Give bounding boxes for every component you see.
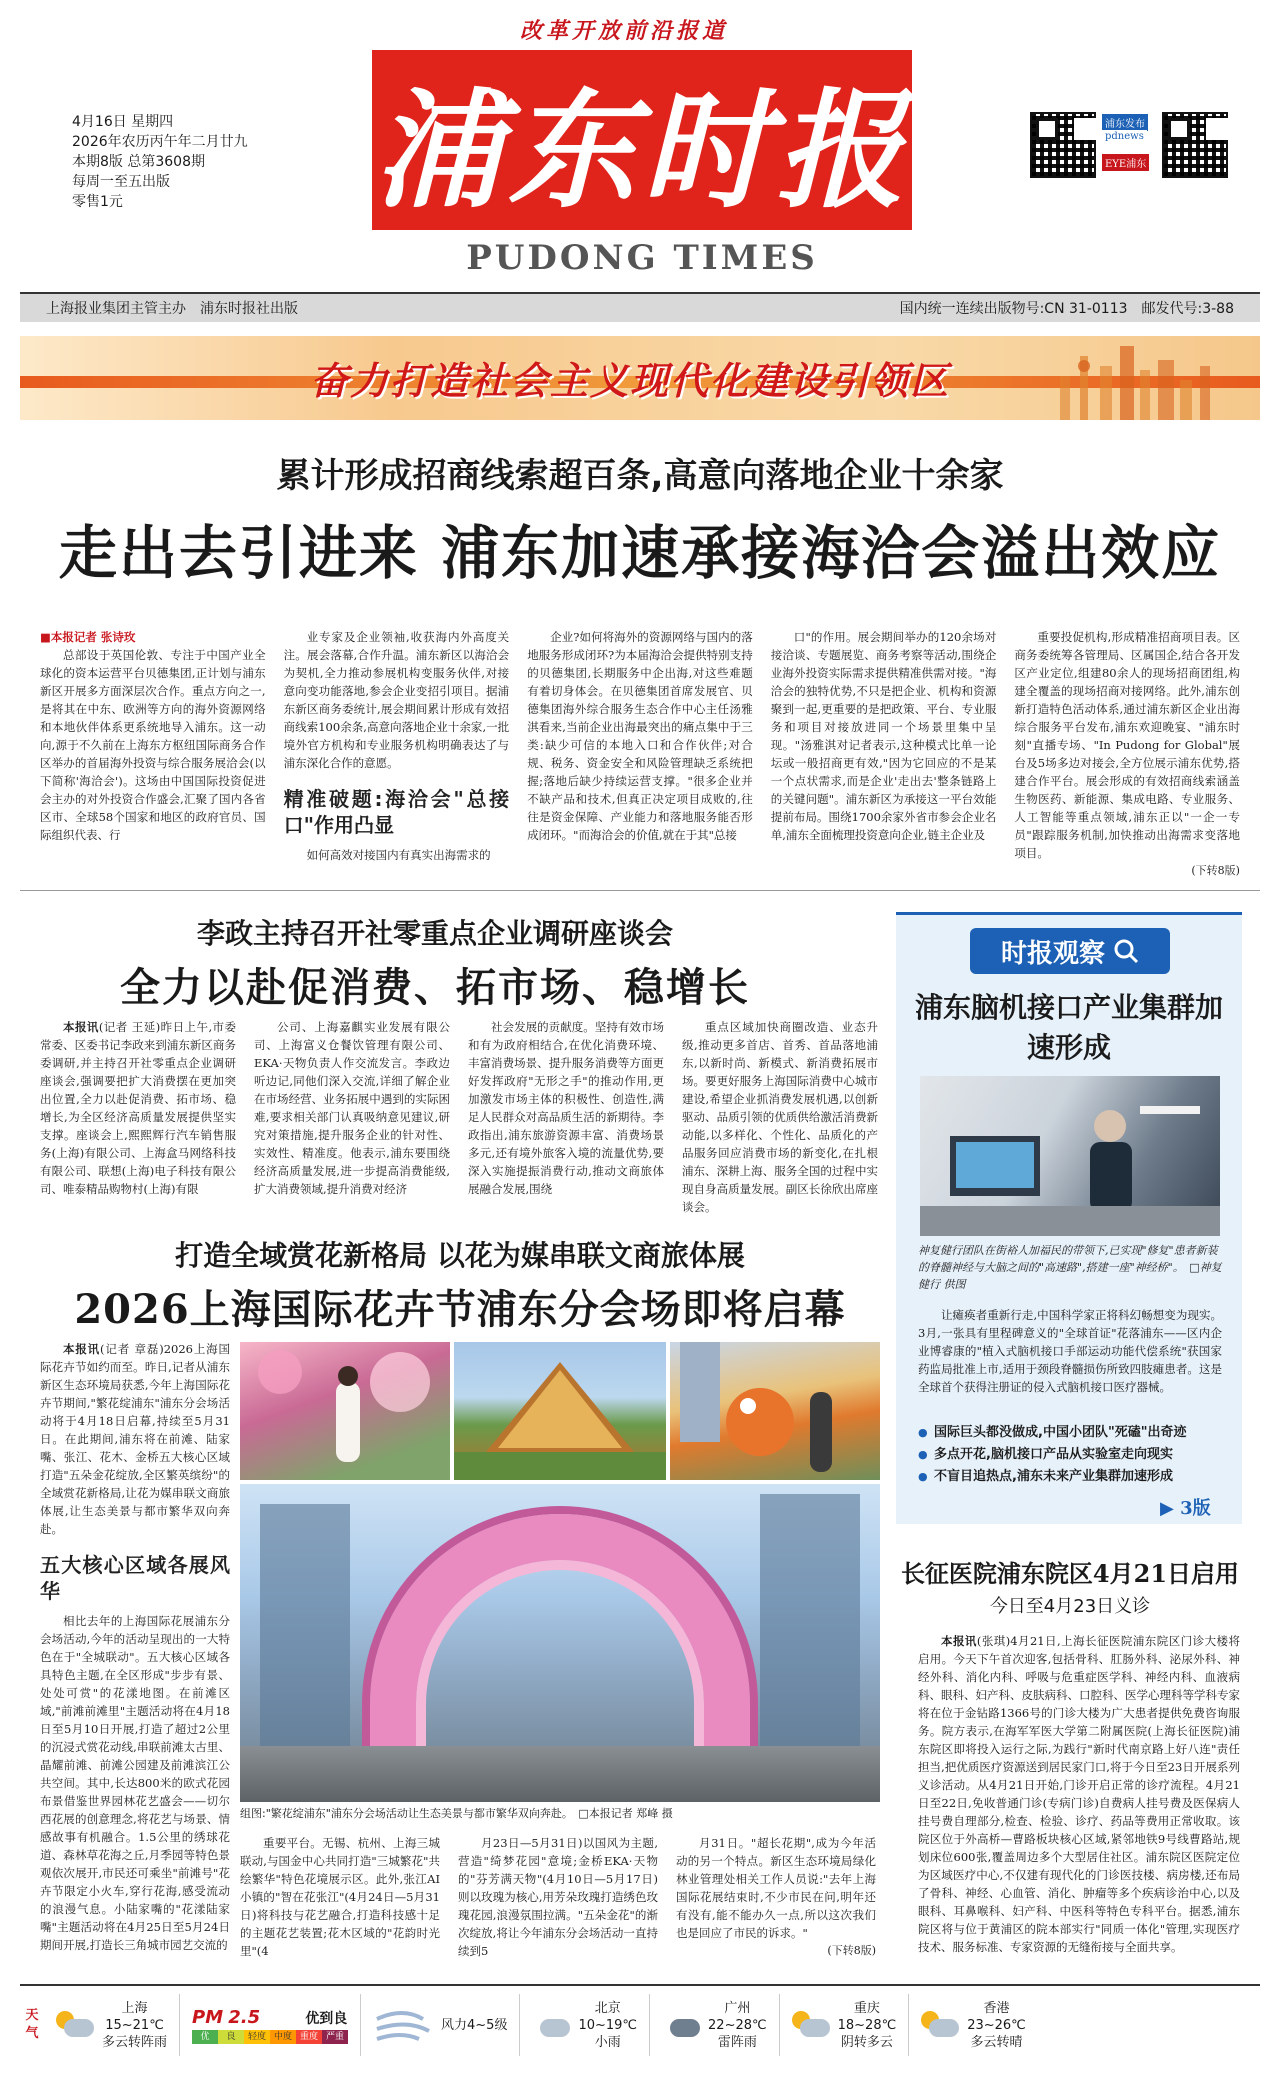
weather-pm25: [180, 1994, 361, 2056]
story2-paragraph: 重点区域加快商圈改造、业态升级,推动更多首店、首秀、首品落地浦东,以新时尚、新模式、新消费拓展市场。要更好服务上海国际消费中心城市建设,希望企业抓消费发展机遇,以创新驱动、品质引领的优质供给激活消费新动能,以多样化、个性化、品质化的产品服务回应消费市场的新变化,在扎根浦东、深耕上海、服务全国的过程中实现自身高质量发展。副区长徐欣出席座谈会。: [682, 1020, 878, 1214]
issue-number: 本期8版 总第3608期: [72, 154, 205, 170]
pm-quality: 优到良: [305, 2010, 348, 2027]
feature-bullet[interactable]: ● 不盲目追热点,浦东未来产业集群加速形成: [918, 1466, 1228, 1488]
rain-icon: [532, 2011, 570, 2039]
pm-scale-item: 良: [218, 2030, 244, 2044]
flower-photo-2[interactable]: [454, 1342, 666, 1480]
lead-headline[interactable]: 走出去引进来 浦东加速承接海洽会溢出效应: [58, 519, 1222, 587]
feature-paragraph: 让瘫痪者重新行走,中国科学家正将科幻畅想变为现实。3月,一张具有里程碑意义的"全球首证"花落浦东——区内企业博睿康的"植入式脑机接口手部运动功能代偿系统"获国家药监局批准上市,适用于颈段脊髓损伤所致四肢瘫患者。这是全球首个获得注册证的侵入式脑机接口医疗器械。: [918, 1308, 1222, 1394]
story3-headline[interactable]: 2026上海国际花卉节浦东分会场即将启幕: [74, 1286, 846, 1333]
section-divider: [20, 890, 1260, 891]
story3-col-left: [40, 1340, 230, 1954]
weather-strip: [20, 1984, 1260, 2064]
weather-shanghai: [44, 1994, 180, 2056]
story2-subtitle: 李政主持召开社零重点企业调研座谈会: [196, 917, 673, 950]
publisher-bar: [20, 292, 1260, 322]
feature-photo[interactable]: [920, 1076, 1220, 1236]
hospital-subtitle: 今日至4月23日义诊: [989, 1596, 1151, 1617]
pm-scale-item: 严重: [322, 2030, 348, 2044]
banner-text: 奋力打造社会主义现代化建设引领区: [310, 358, 951, 403]
hospital-headline[interactable]: 长征医院浦东院区4月21日启用: [900, 1559, 1240, 1588]
weather-desc: 多云转晴: [970, 2034, 1023, 2050]
issue-date: 4月16日 星期四: [72, 114, 174, 130]
story2-byline: 本报讯: [63, 1020, 99, 1034]
pm-value: 2.5: [228, 2006, 261, 2028]
weather-city: 广州: [724, 2000, 751, 2016]
flower-photo-grid: [240, 1342, 880, 1802]
lead-paragraph: 企业?如何将海外的资源网络与国内的落地服务形成闭环?为本届海洽会提供特别支持的贝德集团,长期服务中企出海,对这些难题有着切身体会。在贝德集团首席发展官、贝德集团海外综合服务生态合作中心主任汤雅淇看来,当前企业出海最突出的痛点集中于三类:缺少可信的本地入口和合作伙伴;对合规、税务、资金安全和风险管理缺乏系统把握;落地后缺少持续运营支撑。"很多企业并不缺产品和技术,但真正决定项目成败的,往往是资金保障、产业能力和落地服务能否形成闭环。"而海洽会的价值,就在于其"总接: [527, 630, 753, 842]
flower-photo-main[interactable]: [240, 1484, 880, 1802]
story3-right-columns: [240, 1834, 880, 1964]
masthead-logo-en: PUDONG TIMES: [466, 238, 818, 278]
lead-subtitle: 累计形成招商线索超百条,高意向落地企业十余家: [276, 456, 1004, 496]
issue-info: [72, 112, 248, 212]
lead-paragraph: 口"的作用。展会期间举办的120余场对接洽谈、专题展览、商务考察等活动,围绕企业海外投资实际需求提供精准供需对接。"海洽会的独特优势,不只是把企业、机构和资源聚到一起,更重要的是把政策、平台、专业服务和项目对接放进同一个场景里集中呈现。"汤雅淇对记者表示,这种模式比单一论坛或一般招商更有效,"因为它回应的不是某一个点状需求,而是企业'走出去'整条链路上的关键问题"。浦东新区为承接这一平台效能提前布局。围绕1700余家外省市参会企业名单,浦东全面梳理投资意向企业,链主企业及: [770, 630, 997, 842]
lead-paragraph: 如何高效对接国内有真实出海需求的: [306, 848, 491, 862]
wind-level: 风力4~5级: [441, 2017, 508, 2033]
weather-desc: 雷阵雨: [717, 2034, 757, 2050]
masthead-logo: [372, 50, 912, 230]
story3-paragraph: 月23日—5月31日)以国风为主题,营造"绮梦花园"意境;金桥EKA·天物的"芬芳满天物"(4月10日—5月17日)则以玫瑰为核心,用芳朵玫瑰打造绣色玫瑰花园,浪漫氛围拉满。"五朵金花"的渐次绽放,将让今年浦东分会场活动一直持续到5: [458, 1836, 658, 1958]
story3-col-r2: [458, 1834, 658, 1964]
story2-paragraph: 公司、上海嘉麒实业发展有限公司、上海富义仓餐饮管理有限公司、EKA·天物负责人作交流发言。李政边听边记,同他们深入交流,详细了解企业在市场经营、业务拓展中遇到的实际困难,要求相关部门认真吸纳意见建议,研究对策措施,提升服务企业的针对性、实效性、精准度。他表示,浦东要围绕经济高质量发展,进一步提高消费能级,扩大消费领域,提升消费对经济: [254, 1020, 450, 1196]
search-icon: [1113, 938, 1139, 964]
pm-scale-item: 中度: [270, 2030, 296, 2044]
feature-bullet[interactable]: ● 多点开花,脑机接口产品从实验室走向现实: [918, 1444, 1228, 1466]
lead-paragraph: 业专家及企业领袖,收获海内外高度关注。展会落幕,合作升温。浦东新区以海洽会为契机,全力推动参展机构变服务伙伴,对接意向变功能落地,参会企业变招引项目。据浦东新区商务委统计,展会期间累计形成有效招商线索100余条,高意向落地企业十余家,一批境外官方机构和专业服务机构明确表达了与浦东深化合作的意愿。: [283, 630, 510, 770]
qr-tag-pudong-release: 浦东发布: [1102, 114, 1148, 131]
lead-subhead: 精准破题:海洽会"总接口"作用凸显: [283, 787, 510, 837]
weather-city: 香港: [983, 2000, 1010, 2016]
qr-tag-pdnews: pdnews: [1102, 130, 1147, 143]
thunderstorm-icon: [662, 2011, 700, 2039]
pm-scale-item: 重度: [296, 2030, 322, 2044]
lead-paragraph: 重要投促机构,形成精准招商项目表。区商务委统筹各管理局、区属国企,结合各开发区产业定位,组建80余人的现场招商团组,构建全覆盖的现场招商对接网络。此外,浦东创新打造特色活动体系,通过浦东新区企业出海综合服务平台发布,浦东欢迎晚宴、"浦东时刻"直播专场、"In Pudong for Global"展台及5场多边对接会,全方位展示浦东优势,搭建合作平台。展会形成的有效招商线索涵盖生物医药、新能源、集成电路、专业服务、人工智能等重点领域,浦东正以"一企一专员"跟踪服务机制,加快推动出海需求变落地项目。: [1014, 630, 1240, 860]
story3-paragraph: 重要平台。无锡、杭州、上海三城联动,与国金中心共同打造"三城繁花"共绘繁华"特色花境展示区。此外,张江AI小镇的"智在花张江"(4月24日—5月31日)将科技与花艺融合,打造科技感十足的主题花艺装置;花木区域的"花韵时光里"(4: [240, 1836, 440, 1958]
story2-headline[interactable]: 全力以赴促消费、拓市场、稳增长: [120, 964, 750, 1011]
story3-paragraph: (记者 章磊)2026上海国际花卉节如约而至。昨日,记者从浦东新区生态环境局获悉,今年上海国际花卉节期间,"繁花绽浦东"浦东分会场活动将于4月18日启幕,持续至5月31日。在此期间,浦东将在前滩、陆家嘴、张江、花木、金桥五大核心区域打造"五朵金花绽放,全区繁英缤纷"的全域赏花新格局,让花为媒串联文商旅体展,让生态美景与都市繁华双向奔赴。: [40, 1342, 230, 1536]
weather-temp: 18~28℃: [837, 2017, 897, 2033]
building-right: [760, 1494, 860, 1774]
pm-scale: [192, 2030, 348, 2044]
feature-page-label: 3版: [1180, 1498, 1211, 1519]
weather-desc: 多云转阵雨: [102, 2034, 168, 2050]
weather-guangzhou: [650, 1994, 780, 2056]
wind-icon: [373, 2005, 433, 2045]
flower-photo-2-art: [454, 1342, 666, 1480]
feature-headline[interactable]: 浦东脑机接口产业集群加速形成: [914, 991, 1223, 1064]
feature-page-ref[interactable]: ▶ 3版: [1160, 1498, 1211, 1519]
building-left: [260, 1504, 350, 1764]
weather-temp: 10~19℃: [578, 2017, 638, 2033]
hospital-paragraph: (张琪)4月21日,上海长征医院浦东院区门诊大楼将启用。今天下午首次迎客,包括骨科、肛肠外科、泌尿外科、神经外科、消化内科、呼吸与危重症医学科、神经内科、血液病科、眼科、妇产科、皮肤病科、口腔科、医学心理科等学科专家将在位于金钻路1366号的门诊大楼为广大患者提供免费咨询服务。院方表示,在海军军医大学第二附属医院(上海长征医院)浦东院区即将投入运行之际,为践行"新时代南京路上好八连"责任担当,把优质医疗资源送到居民家门口,将于今日至23日开展系列义诊活动。从4月21日开始,门诊开启正常的诊疗流程。4月21日至22日,免收普通门诊(专病门诊)自费病人挂号费及医保病人挂号费自理部分,检查、检验、诊疗、药品等费用正常收取。该院区位于外高桥—曹路板块核心区域,紧邻地铁9号线曹路站,规划床位600张,覆盖周边多个大型居住社区。浦东院区医院定位为区域医疗中心,不仅建有现代化的门诊医技楼、病房楼,还布局了骨科、神经、心血管、消化、肿瘤等多个疾病诊治中心,以及眼科、耳鼻喉科、妇产科、中医科等特色专科平台。据悉,浦东院区将与位于黄浦区的院本部实行"同质一体化"管理,实现医疗技术、服务标准、专家资源的无缝衔接与全面共享。: [918, 1634, 1241, 1954]
weather-temp: 22~28℃: [708, 2017, 767, 2033]
qr-tag-eye-pudong: EYE浦东: [1102, 154, 1149, 171]
story2-col-2: [254, 1018, 450, 1218]
issue-schedule: 每周一至五出版: [72, 174, 170, 190]
slogan-banner: [20, 336, 1260, 420]
qr-code-icon[interactable]: [1030, 112, 1096, 178]
feature-tag-label: 时报观察: [1000, 938, 1105, 969]
publisher-info: 上海报业集团主管主办 浦东时报社出版: [46, 301, 298, 317]
lead-col-5: [1014, 628, 1240, 878]
lead-col-4: [771, 628, 997, 878]
story2-paragraph: (记者 王延)昨日上午,市委常委、区委书记李政来到浦东新区商务委调研,并主持召开社零重点企业调研座谈会,强调要把扩大消费摆在更加突出位置,全力以赴促消费、拓市场、稳增长,为全区经济高质量发展提供坚实支撑。座谈会上,熙熙辉行汽车销售服务(上海)有限公司、上海盒马网络科技有限公司、联想(上海)电子科技有限公司、唯泰精品购物村(上海)有限: [40, 1020, 236, 1196]
feature-photo-caption: 神复健行团队在街裕人加福民的带领下,已实现"修复"患者新装的脊髓神经与大脑之间的"高速路",搭建一座"神经桥"。 □神复健行 供图: [918, 1244, 1222, 1291]
plaza-ground: [240, 1746, 880, 1802]
pm-scale-item: 轻度: [244, 2030, 270, 2044]
flower-photo-1-art: [240, 1342, 450, 1480]
lead-col-2: [284, 628, 510, 878]
lead-continued[interactable]: (下转8版): [1191, 864, 1240, 877]
hospital-byline: 本报讯: [941, 1634, 977, 1648]
feature-photo-art: [920, 1076, 1220, 1236]
story3-continued[interactable]: (下转8版): [827, 1944, 876, 1957]
story3-subhead: 五大核心区域各展风华: [40, 1553, 230, 1603]
story2-paragraph: 社会发展的贡献度。坚持有效市场和有为政府相结合,在优化消费环境、丰富消费场景、提升服务消费等方面更好发挥政府"无形之手"的推动作用,更加激发市场主体的积极性、创造性,满足人民群众对高品质生活的新期待。李政指出,浦东旅游资源丰富、消费场景多元,还有境外旅客入境的流量优势,要深入实施提振消费行动,推动文商旅体展融合发展,围绕: [468, 1020, 664, 1196]
lead-byline: ■本报记者 张诗玫: [40, 630, 136, 644]
story3-subtitle: 打造全域赏花新格局 以花为媒串联文商旅体展: [175, 1239, 745, 1272]
story3-byline: 本报讯: [63, 1342, 101, 1356]
issue-price: 零售1元: [72, 194, 123, 210]
weather-label: 天气: [25, 2008, 39, 2041]
flower-photo-1[interactable]: [240, 1342, 450, 1480]
story2-col-1: [40, 1018, 236, 1218]
weather-temp: 23~26℃: [967, 2017, 1026, 2033]
qr-code-icon[interactable]: [1162, 112, 1228, 178]
story2-col-3: [468, 1018, 664, 1218]
story3-left-column: [40, 1340, 230, 1960]
registration-info: 国内统一连续出版物号:CN 31-0113 邮发代号:3-88: [899, 301, 1234, 317]
flower-photo-3[interactable]: [670, 1342, 880, 1480]
weather-temp: 15~21℃: [105, 2017, 164, 2033]
feature-bullet[interactable]: ● 国际巨头都没做成,中国小团队"死磕"出奇迹: [918, 1422, 1228, 1444]
lead-article: [40, 628, 1240, 878]
story2-col-4: [682, 1018, 878, 1218]
issue-lunar-date: 2026年农历丙午年二月廿九: [72, 134, 248, 150]
story2-article: [40, 1018, 880, 1218]
lead-paragraph: 总部设于英国伦敦、专注于中国产业全球化的资本运营平台贝德集团,正计划与浦东新区开展多方面深层次合作。重点方向之一,是将其在中东、欧洲等方向的海外资源网络和本地伙伴体系更系统地导入浦东。这一动向,源于不久前在上海东方枢纽国际商务合作区举办的首届海外投资与综合服务展洽会(以下简称'海洽会')。这场由中国国际投资促进会主办的对外投资合作盛会,汇聚了国内各省区市、全球58个国家和地区的政府官员、国际组织代表、行: [40, 648, 266, 842]
lead-col-1: [40, 628, 266, 878]
logo-text: 浦东时报: [373, 76, 910, 226]
feature-body: [918, 1306, 1222, 1396]
pm-scale-item: 优: [192, 2030, 218, 2044]
weather-desc: 阴转多云: [840, 2034, 893, 2050]
skyline-icon: [1040, 336, 1240, 420]
lead-col-3: [527, 628, 753, 878]
weather-hongkong: [909, 1994, 1038, 2056]
story3-col-r3: [676, 1834, 876, 1964]
flower-photo-3-art: [670, 1342, 880, 1480]
hospital-article: [918, 1632, 1240, 1956]
photo-caption: 组图:"繁花绽浦东"浦东分会场活动让生态美景与都市繁华双向奔赴。 □本报记者 郑峰 摄: [240, 1807, 673, 1820]
weather-city: 重庆: [853, 2000, 880, 2016]
partly-cloudy-icon: [56, 2011, 94, 2039]
weather-beijing: [520, 1994, 650, 2056]
weather-chongqing: [780, 1994, 910, 2056]
cloudy-icon: [792, 2011, 830, 2039]
weather-wind: [361, 1994, 520, 2056]
weather-desc: 小雨: [594, 2034, 621, 2050]
story3-paragraph: 月31日。"超长花期",成为今年活动的另一个特点。新区生态环境局绿化林业管理处相关工作人员说:"去年上海国际花展结束时,不少市民在问,明年还有没有,能不能办久一点,所以这次我们也是回应了市民的诉求。": [676, 1836, 876, 1940]
weather-city: 北京: [594, 2000, 621, 2016]
story3-col-r1: [240, 1834, 440, 1964]
story3-paragraph: 相比去年的上海国际花展浦东分会场活动,今年的活动呈现出的一大特色在于"全城联动"。五大核心区域各具特色主题,在全区形成"步步有景、处处可赏"的花漾地图。在前滩区域,"前滩前滩里"主题活动将在4月18日至5月10日开展,打造了超过2公里的沉浸式赏花动线,串联前滩太古里、晶耀前滩、前滩公园建及前滩滨江公共空间。其中,长达800米的欧式花园布景借鉴世界园林花艺盛会——切尔西花展的创意理念,将花艺与场景、情感故事有机融合。1.5公里的绣球花道、森林草花海之丘,月季园等特色景观依次展开,市民还可乘坐"前滩号"花卉节限定小火车,穿行花海,感受流动的浪漫气息。小陆家嘴的"花漾陆家嘴"主题活动将在4月25日至5月24日期间开展,打造长三角城市园艺交流的: [40, 1614, 230, 1952]
qr-codes: [1030, 110, 1230, 182]
feature-bullet-list: [918, 1422, 1228, 1488]
masthead-slogan: 改革开放前沿报道: [520, 18, 729, 44]
feature-tag: [970, 928, 1170, 974]
sunny-cloud-icon: [921, 2011, 959, 2039]
weather-city: 上海: [121, 2000, 148, 2016]
pm-label: PM: [192, 2006, 224, 2028]
